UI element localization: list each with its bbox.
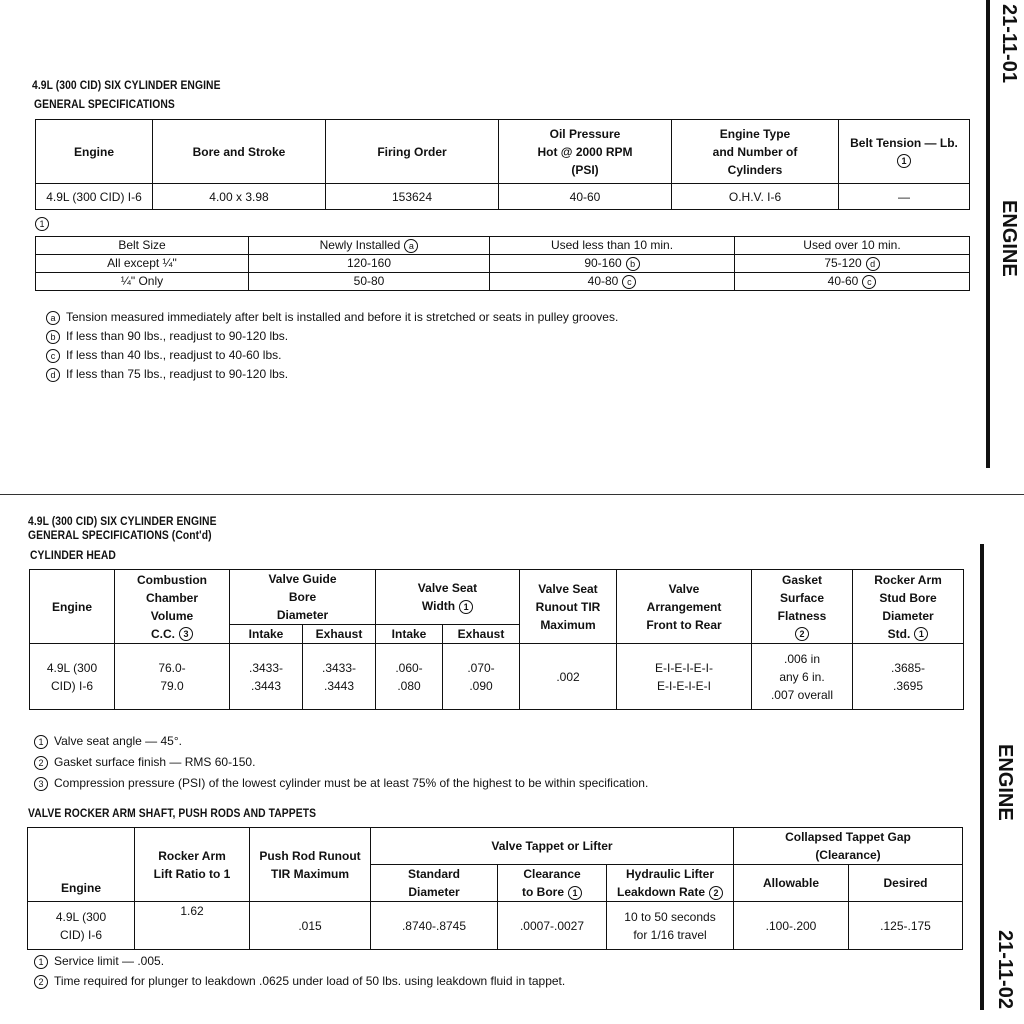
tappets-heading: VALVE ROCKER ARM SHAFT, PUSH RODS AND TAPPETS <box>28 806 317 820</box>
row-engine-l2: CID) I-6 <box>51 678 93 693</box>
gap-group <box>734 828 963 865</box>
ref-marker: 2 <box>34 756 48 770</box>
head-row-gasket <box>752 644 853 710</box>
row-rocker-l1: .3685- <box>890 660 926 675</box>
combustion-l4: C.C. <box>151 626 175 641</box>
belt-row2-size: ¼" Only <box>36 273 249 291</box>
page2-page-number: 21-11-02 <box>994 930 1016 1009</box>
head-row-guide-exhaust <box>303 644 376 710</box>
leak-l1: Hydraulic Lifter <box>625 867 715 881</box>
tappet-row-std-dia: .8740-.8745 <box>371 902 498 950</box>
guide-l1: Valve Guide <box>268 572 337 586</box>
head-gasket <box>752 570 853 644</box>
rocker-l2: Stud Bore <box>879 590 937 605</box>
belt-header-lt10: Used less than 10 min. <box>490 237 735 255</box>
ref-marker: 3 <box>34 777 48 791</box>
header-engine-type <box>672 120 839 184</box>
head-row-seat-exhaust <box>443 644 520 710</box>
seat-exhaust: Exhaust <box>443 625 520 644</box>
page2-subtitle: GENERAL SPECIFICATIONS (Cont'd) <box>28 528 212 542</box>
trow-leak-l1: 10 to 50 seconds <box>624 909 716 924</box>
row-ge-l1: .3433- <box>321 660 357 675</box>
row-se-l1: .070- <box>467 660 495 675</box>
head-row-engine <box>30 644 115 710</box>
row-gi-l2: .3443 <box>250 678 282 693</box>
ref-marker: 3 <box>179 627 193 641</box>
belt-row2-gt10-value: 40-60 <box>827 274 859 288</box>
belt-ref-marker: 1 <box>35 217 49 231</box>
ratio-l2: Lift Ratio to 1 <box>153 866 231 881</box>
cell-belt-tension: — <box>839 184 970 210</box>
type-line3: Cylinders <box>727 162 783 177</box>
cylinder-head-table <box>29 569 964 710</box>
belt-note-d <box>46 367 288 382</box>
cell-engine: 4.9L (300 CID) I-6 <box>36 184 153 210</box>
ref-marker: c <box>46 349 60 363</box>
head-row-arrangement <box>617 644 752 710</box>
ref-marker: c <box>622 275 636 289</box>
head-arrangement <box>617 570 752 644</box>
leak-l2: Leakdown Rate <box>616 885 706 899</box>
head-row-guide-intake <box>230 644 303 710</box>
belt-row2-new: 50-80 <box>249 273 490 291</box>
ref-marker: b <box>626 257 640 271</box>
row-ge-l2: .3443 <box>323 678 355 693</box>
cell-oil-pressure: 40-60 <box>499 184 672 210</box>
rocker-l1: Rocker Arm <box>874 572 942 587</box>
guide-intake: Intake <box>230 625 303 644</box>
belt-row1-size: All except ¼" <box>36 255 249 273</box>
seat-width-l2: Width <box>421 599 456 613</box>
arrangement-l1: Valve <box>668 581 700 596</box>
head-engine: Engine <box>30 570 115 644</box>
oil-line3: (PSI) <box>571 162 599 177</box>
row-gi-l1: .3433- <box>248 660 284 675</box>
header-oil-pressure <box>499 120 672 184</box>
head-combustion <box>115 570 230 644</box>
combustion-l3: Volume <box>150 608 194 623</box>
note-text: Gasket surface finish — RMS 60-150. <box>54 755 256 769</box>
note-text: Time required for plunger to leakdown .0625 under load of 50 lbs. using leakdown fluid in tappet. <box>54 974 566 988</box>
page-divider <box>0 494 1024 495</box>
ref-marker: 1 <box>897 154 911 168</box>
ref-marker: a <box>46 311 60 325</box>
belt-row1-gt10 <box>735 255 970 273</box>
pushrod-l1: Push Rod Runout <box>259 848 361 863</box>
tappet-row-leakdown <box>607 902 734 950</box>
header-engine: Engine <box>36 120 153 184</box>
gap-desired: Desired <box>849 865 963 902</box>
type-line1: Engine Type <box>719 126 791 141</box>
tappet-std-dia <box>371 865 498 902</box>
tappet-pushrod <box>250 828 371 902</box>
std-l1: Standard <box>407 867 460 881</box>
page1-title: 4.9L (300 CID) SIX CYLINDER ENGINE <box>32 78 221 92</box>
header-bore-stroke: Bore and Stroke <box>153 120 326 184</box>
tappet-table <box>27 827 963 950</box>
gap-allowable: Allowable <box>734 865 849 902</box>
head-rocker <box>853 570 964 644</box>
tappet-row-ratio: 1.62 <box>135 902 250 950</box>
note-text: If less than 75 lbs., readjust to 90-120 lbs. <box>66 367 289 381</box>
row-gasket-l2: any 6 in. <box>779 669 825 684</box>
page2-side-label: ENGINE <box>994 744 1016 821</box>
ref-marker: b <box>46 330 60 344</box>
tappet-row-pushrod: .015 <box>250 902 371 950</box>
page1-side-rule <box>986 0 990 468</box>
row-rocker-l2: .3695 <box>892 678 924 693</box>
header-belt-tension <box>839 120 970 184</box>
gasket-l2: Surface <box>779 590 825 605</box>
seat-intake: Intake <box>376 625 443 644</box>
combustion-l1: Combustion <box>137 572 207 587</box>
gap-l2: (Clearance) <box>815 848 881 862</box>
tappet-row-engine <box>28 902 135 950</box>
trow-engine-l2: CID) I-6 <box>60 927 102 942</box>
ref-marker: 1 <box>459 600 473 614</box>
rocker-l3: Diameter <box>882 608 934 623</box>
note-text: Compression pressure (PSI) of the lowest cylinder must be at least 75% of the highest to be within specification. <box>54 776 649 790</box>
gasket-l1: Gasket <box>781 572 823 587</box>
row-arr-l1: E-I-E-I-E-I- <box>655 660 713 675</box>
belt-note-a <box>46 310 618 325</box>
page1-side-label: ENGINE <box>998 200 1020 277</box>
cell-firing-order: 153624 <box>326 184 499 210</box>
head-note-3 <box>34 776 648 791</box>
page1-subtitle: GENERAL SPECIFICATIONS <box>34 97 175 111</box>
trow-engine-l1: 4.9L (300 <box>55 909 107 924</box>
ratio-l1: Rocker Arm <box>158 848 226 863</box>
belt-row1-new: 120-160 <box>249 255 490 273</box>
belt-row1-gt10-value: 75-120 <box>824 256 862 270</box>
row-se-l2: .090 <box>469 678 493 693</box>
ref-marker: 2 <box>709 886 723 900</box>
row-engine-l1: 4.9L (300 <box>46 660 98 675</box>
ref-marker: d <box>46 368 60 382</box>
belt-row1-lt10-value: 90-160 <box>584 256 622 270</box>
general-spec-table <box>35 119 970 210</box>
row-arr-l2: E-I-E-I-E-I <box>657 678 711 693</box>
head-note-1 <box>34 734 182 749</box>
tappet-row-allowable: .100-.200 <box>734 902 849 950</box>
tappet-note-1 <box>34 954 164 969</box>
head-row-seat-intake <box>376 644 443 710</box>
ref-marker: 2 <box>795 627 809 641</box>
belt-header-new <box>249 237 490 255</box>
row-combustion-l1: 76.0- <box>158 660 186 675</box>
page2-title: 4.9L (300 CID) SIX CYLINDER ENGINE <box>28 514 217 528</box>
clr-l1: Clearance <box>523 867 581 881</box>
note-text: Valve seat angle — 45°. <box>54 734 182 748</box>
head-runout <box>520 570 617 644</box>
runout-l2: Runout TIR <box>535 599 601 614</box>
belt-label: Belt Tension — Lb. <box>850 135 958 150</box>
tappet-note-2 <box>34 974 565 989</box>
belt-row1-lt10 <box>490 255 735 273</box>
type-line2: and Number of <box>712 144 798 159</box>
note-text: Tension measured immediately after belt is installed and before it is stretched or seats in pulley grooves. <box>66 310 619 324</box>
guide-l2: Bore <box>288 590 317 604</box>
arrangement-l3: Front to Rear <box>646 617 722 632</box>
ref-marker: 1 <box>914 627 928 641</box>
pushrod-l2: TIR Maximum <box>270 866 349 881</box>
guide-l3: Diameter <box>276 608 329 622</box>
ref-marker: a <box>404 239 418 253</box>
tappet-clearance <box>498 865 607 902</box>
belt-row2-lt10-value: 40-80 <box>587 274 619 288</box>
arrangement-l2: Arrangement <box>646 599 722 614</box>
head-row-combustion <box>115 644 230 710</box>
belt-header-size: Belt Size <box>36 237 249 255</box>
oil-line2: Hot @ 2000 RPM <box>537 144 633 159</box>
note-text: Service limit — .005. <box>54 954 165 968</box>
tappet-ratio <box>135 828 250 902</box>
gasket-l3: Flatness <box>777 608 827 623</box>
note-text: If less than 90 lbs., readjust to 90-120 lbs. <box>66 329 289 343</box>
page2-side-rule <box>980 544 984 1010</box>
head-row-runout: .002 <box>520 644 617 710</box>
tappet-engine: Engine <box>28 828 135 902</box>
belt-header-new-label: Newly Installed <box>319 238 401 252</box>
tappet-row-clearance: .0007-.0027 <box>498 902 607 950</box>
guide-exhaust: Exhaust <box>303 625 376 644</box>
belt-header-gt10: Used over 10 min. <box>735 237 970 255</box>
row-gasket-l3: .007 overall <box>770 687 834 702</box>
page1-page-number: 21-11-01 <box>998 4 1020 83</box>
ref-marker: 1 <box>34 735 48 749</box>
cylinder-head-heading: CYLINDER HEAD <box>30 548 116 562</box>
head-note-2 <box>34 755 255 770</box>
belt-note-b <box>46 329 288 344</box>
belt-table <box>35 236 970 291</box>
std-l2: Diameter <box>408 885 460 899</box>
seat-width-l1: Valve Seat <box>417 581 478 595</box>
gap-l1: Collapsed Tappet Gap <box>785 830 911 844</box>
row-gasket-l1: .006 in <box>783 651 821 666</box>
tappet-leakdown <box>607 865 734 902</box>
row-si-l2: .080 <box>397 678 421 693</box>
head-row-rocker <box>853 644 964 710</box>
trow-leak-l2: for 1/16 travel <box>633 927 707 942</box>
belt-row2-lt10 <box>490 273 735 291</box>
ref-marker: d <box>866 257 880 271</box>
cell-engine-type: O.H.V. I-6 <box>672 184 839 210</box>
tappet-group: Valve Tappet or Lifter <box>371 828 734 865</box>
row-combustion-l2: 79.0 <box>160 678 184 693</box>
belt-note-c <box>46 348 281 363</box>
belt-row2-gt10 <box>735 273 970 291</box>
rocker-l4: Std. <box>887 626 911 641</box>
ref-marker: c <box>862 275 876 289</box>
ref-marker: 2 <box>34 975 48 989</box>
ref-marker: 1 <box>34 955 48 969</box>
runout-l1: Valve Seat <box>538 581 598 596</box>
row-si-l1: .060- <box>395 660 423 675</box>
clr-l2: to Bore <box>522 885 564 899</box>
combustion-l2: Chamber <box>145 590 198 605</box>
header-firing-order: Firing Order <box>326 120 499 184</box>
runout-l3: Maximum <box>540 617 596 632</box>
head-seat-width <box>376 570 520 625</box>
head-guide <box>230 570 376 625</box>
oil-line1: Oil Pressure <box>549 126 621 141</box>
cell-bore-stroke: 4.00 x 3.98 <box>153 184 326 210</box>
note-text: If less than 40 lbs., readjust to 40-60 lbs. <box>66 348 282 362</box>
ref-marker: 1 <box>568 886 582 900</box>
tappet-row-desired: .125-.175 <box>849 902 963 950</box>
